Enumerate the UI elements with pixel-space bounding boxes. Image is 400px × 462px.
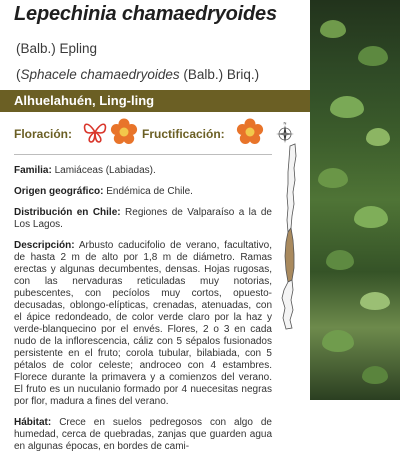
descripcion-section: [14, 240, 272, 408]
flowering-label: Floración:: [14, 127, 73, 141]
chile-south-region: [282, 280, 293, 329]
descripcion-label: Descripción:: [14, 240, 75, 251]
leaf-shape: [322, 330, 354, 352]
common-names: Alhuelahuén, Ling-ling: [14, 93, 155, 108]
origen-value: Endémica de Chile.: [106, 186, 193, 197]
leaf-shape: [358, 46, 388, 66]
chile-highlighted-region: [285, 228, 294, 282]
familia-value: Lamiáceas (Labiadas).: [54, 165, 156, 176]
synonym-name: Sphacele chamaedryoides: [20, 67, 180, 82]
distribucion-value: Regiones de Valparaíso a la de Los Lagos.: [14, 207, 272, 230]
leaf-shape: [362, 366, 388, 384]
leaf-shape: [326, 250, 354, 270]
leaf-shape: [366, 128, 390, 146]
distribucion-section: [14, 207, 272, 231]
divider: [14, 154, 272, 155]
butterfly-icon: [82, 119, 108, 145]
habitat-section: [14, 417, 272, 453]
flower-icon: [236, 118, 264, 146]
familia-section: [14, 165, 272, 177]
header: [0, 0, 310, 90]
distribucion-label: Distribución en Chile:: [14, 207, 121, 218]
origen-section: [14, 186, 272, 198]
leaf-shape: [360, 292, 390, 310]
description-body: [14, 154, 272, 462]
scientific-name: Lepechinia chamaedryoides: [14, 3, 277, 25]
plant-photo: [310, 0, 400, 400]
synonym: [16, 67, 259, 82]
chile-north-region: [287, 144, 296, 232]
descripcion-value: Arbusto caducifolio de verano, facultativo, de hasta 2 m de alto por 1,8 m de diámetro. Ramas erectas y algunas decumbentes, densas. Hojas rugosas, con las nervaduras reticuladas muy notorias, pubescentes, con pecíolos muy cortos, opuesto-decusadas, oblongo-elípticas, crenadas, atenuadas, con el ápice redondeado, de color verde claro por la haz y verde-blanquecino por el envés. Flores, 2 o 3 en cada nudo de la inflorescencia, cáliz con 5 sépalos fusionados persistente en el fruto; corola tubular, bilabiada, con 5 pétalos de color celeste; androceo con 4 estambres. Florece durante la primavera y a comienzos del verano. El fruto es un nuculanio formado por 4 nuecesitas negras por flor, madura a fines del verano.: [14, 240, 272, 407]
chile-distribution-map: [274, 122, 310, 332]
habitat-value: Crece en suelos pedregosos con algo de humedad, cerca de quebradas, zanjas que guarden agua en algunas épocas, en bordes de cami-: [14, 417, 272, 452]
familia-label: Familia:: [14, 165, 52, 176]
origen-label: Origen geográfico:: [14, 186, 104, 197]
phenology-row: [14, 118, 274, 148]
synonym-author: (Balb.) Briq.): [179, 67, 260, 82]
flower-icon: [110, 118, 138, 146]
compass-icon: [276, 122, 294, 143]
compass-north: N: [283, 122, 287, 126]
fruiting-label: Fructificación:: [142, 127, 225, 141]
leaf-shape: [354, 206, 388, 228]
common-names-band: [0, 90, 310, 112]
leaf-shape: [320, 20, 346, 38]
leaf-shape: [318, 168, 348, 188]
author: (Balb.) Epling: [16, 41, 98, 56]
habitat-label: Hábitat:: [14, 417, 52, 428]
synonym-open: (: [16, 67, 21, 82]
leaf-shape: [330, 96, 364, 118]
